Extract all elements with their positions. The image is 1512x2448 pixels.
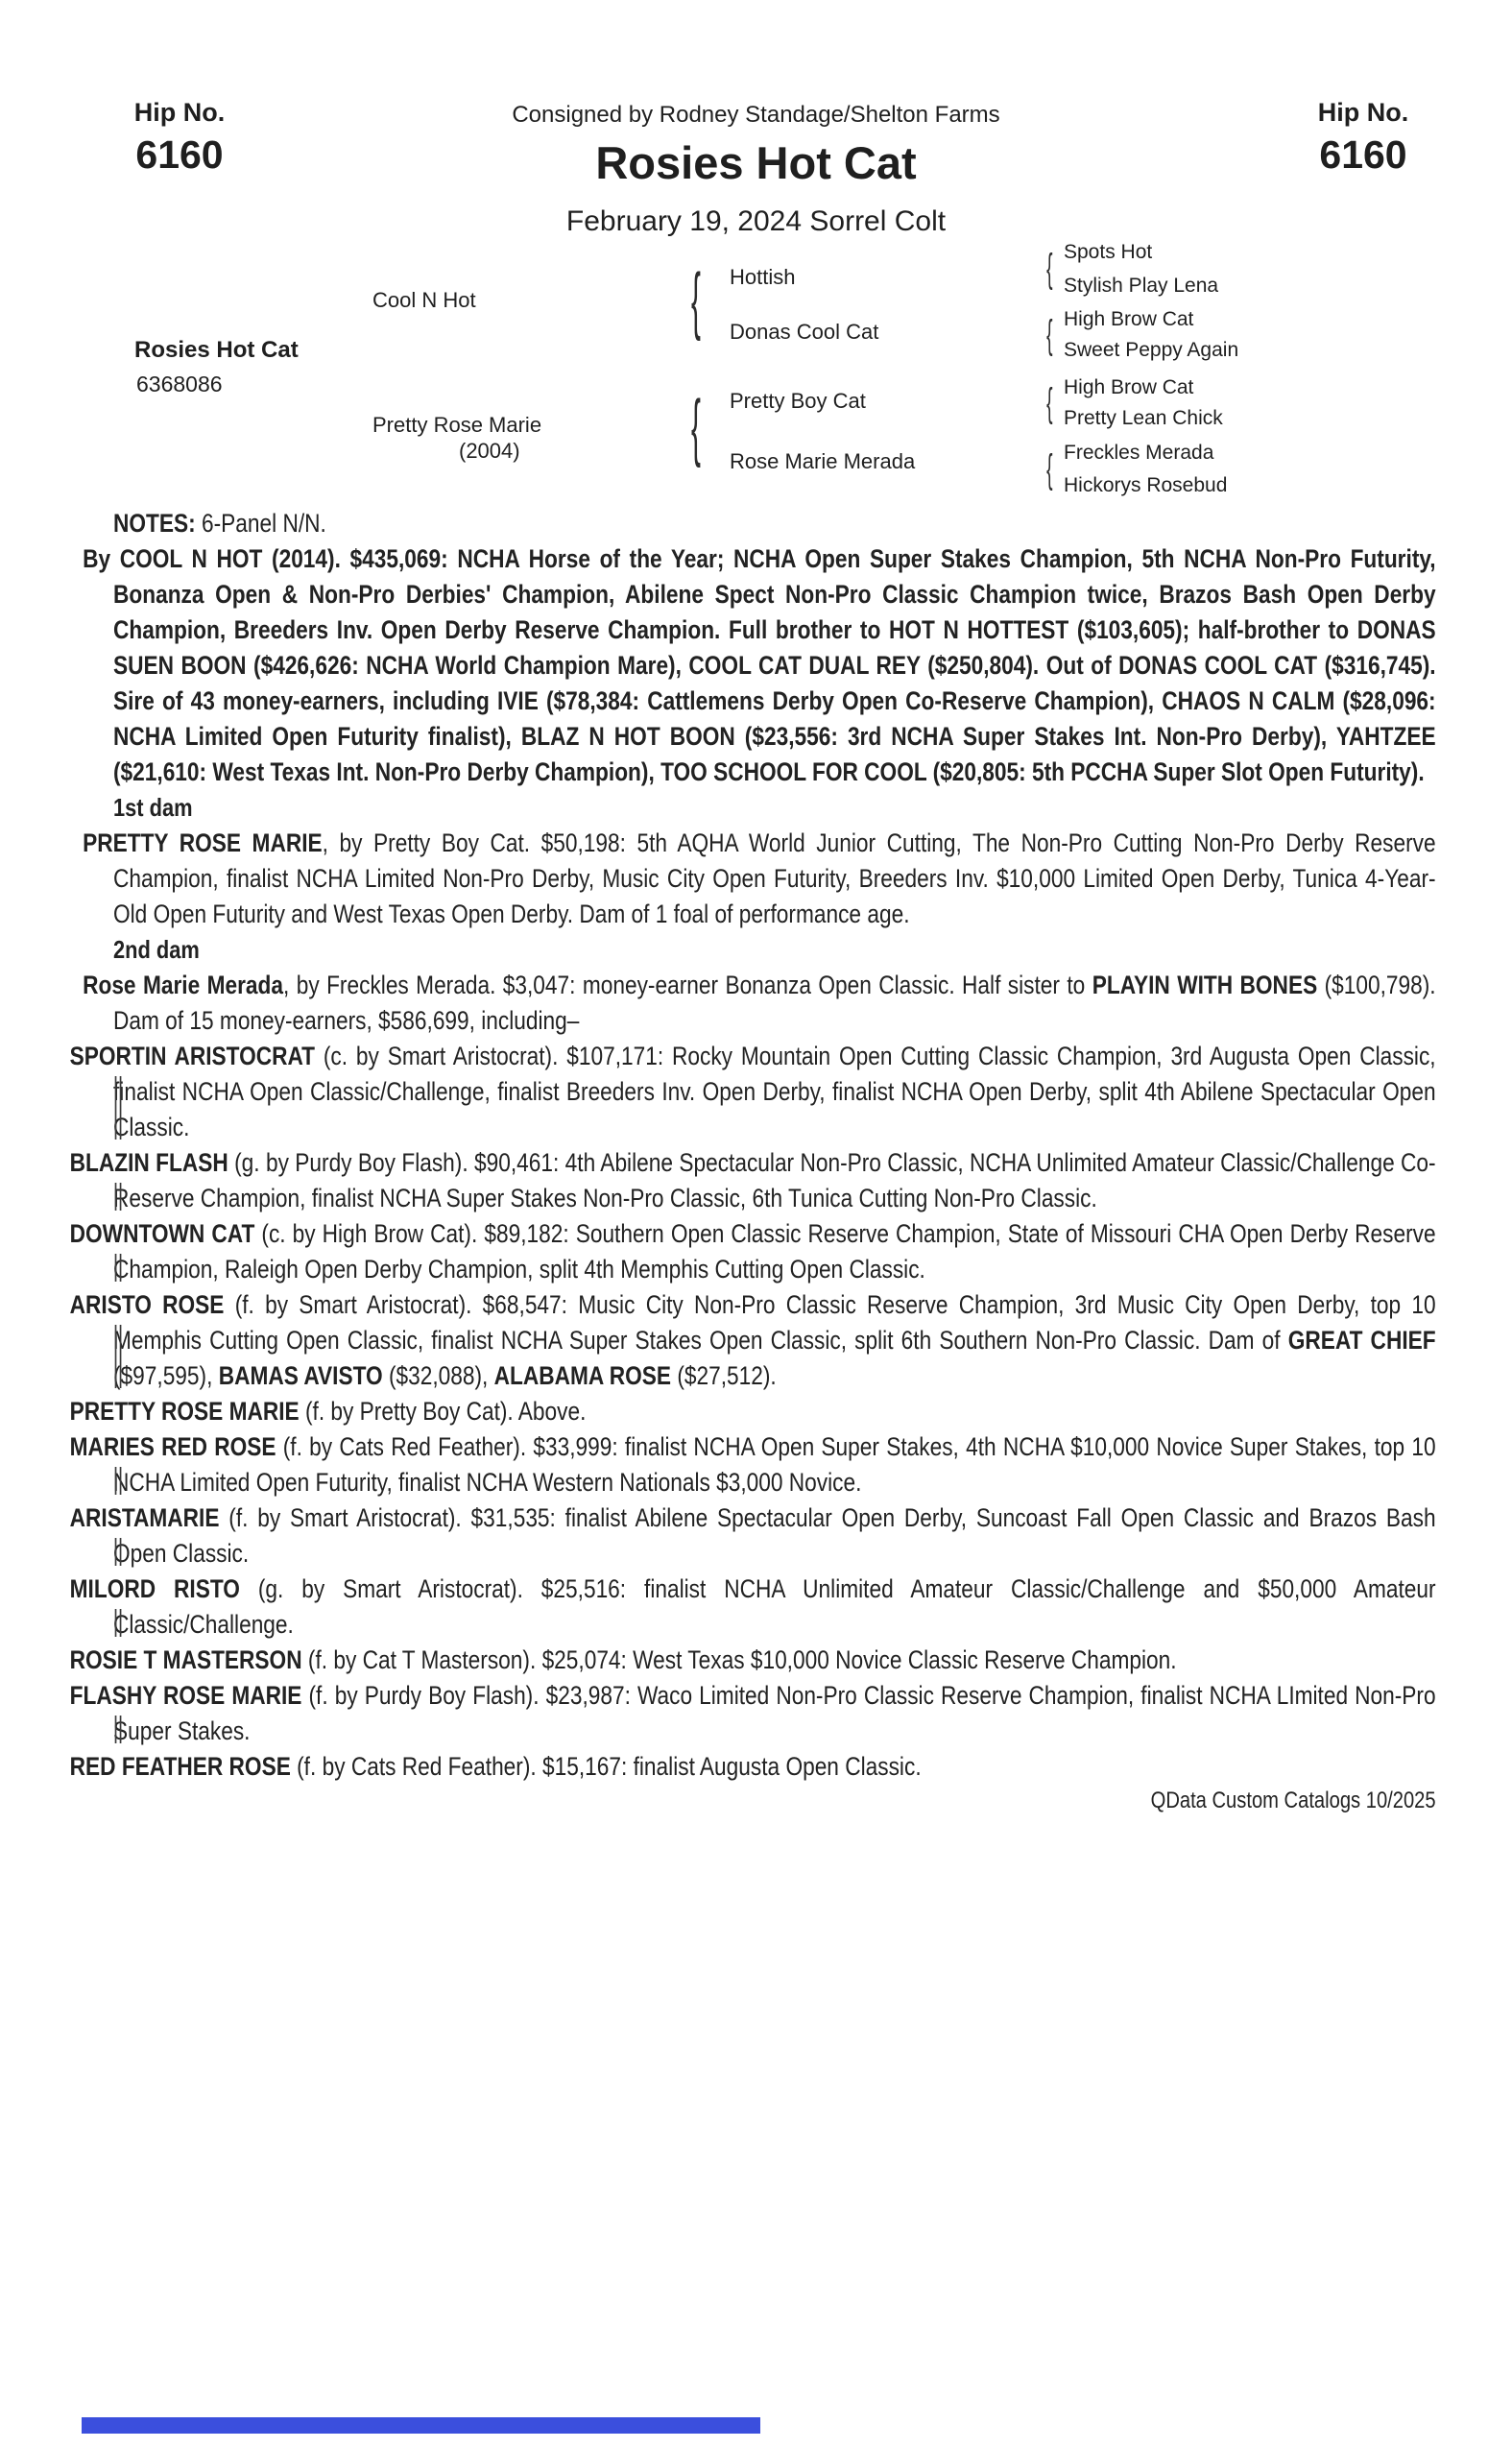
bottom-accent-bar [82, 2417, 760, 2434]
pedigree-great-grandparent: Hickorys Rosebud [1064, 474, 1228, 496]
pedigree-great-grandparent: Sweet Peppy Again [1064, 339, 1239, 361]
hip-number: 6160 [1319, 132, 1407, 177]
hip-label: Hip No. [133, 98, 226, 127]
pedigree-subject-name: Rosies Hot Cat [134, 337, 299, 363]
continuation-double-bar-icon [115, 1716, 122, 1743]
progeny-entry [69, 1039, 1436, 1145]
pedigree-great-grandparent: Spots Hot [1064, 241, 1153, 263]
continuation-double-bar-icon [115, 1609, 122, 1637]
progeny-entry [69, 1678, 1436, 1749]
pedigree-subject-registration: 6368086 [136, 372, 223, 396]
consignor-line: Consigned by Rodney Standage/Shelton Farms [512, 102, 1000, 128]
pedigree-dam-year: (2004) [459, 439, 520, 463]
foal-date-color-sex: February 19, 2024 Sorrel Colt [565, 205, 947, 237]
pedigree-brace-icon: { [1046, 311, 1053, 357]
progeny-entry [69, 1394, 1436, 1429]
hip-label: Hip No. [1317, 98, 1409, 127]
second-dam-paragraph: Rose Marie Merada, by Freckles Merada. $3,047: money-earner Bonanza Open Classic. Half sister to PLAYIN WITH BONES ($100,798). Dam of 15 money-earners, $586,699, including– [83, 971, 1436, 1035]
pedigree-great-grandparent: High Brow Cat [1064, 376, 1194, 398]
pedigree-dam-dam: Rose Marie Merada [730, 449, 916, 473]
pedigree-brace-icon: { [1046, 379, 1053, 425]
progeny-entry [69, 1429, 1436, 1500]
progeny-entry-text: ARISTAMARIE (f. by Smart Aristocrat). $31,535: finalist Abilene Spectacular Open Derby, Suncoast Fall Open Classic and Brazos Bash Open Classic. [69, 1503, 1436, 1568]
continuation-double-bar-icon [115, 1254, 122, 1282]
continuation-double-bar-icon [115, 1467, 122, 1495]
progeny-entry-text: MARIES RED ROSE (f. by Cats Red Feather). $33,999: finalist NCHA Open Super Stakes, 4th NCHA $10,000 Novice Super Stakes, top 10 NCHA Limited Open Futurity, finalist NCHA Western Nationals $3,000 Novice. [69, 1432, 1436, 1497]
progeny-entry-text: SPORTIN ARISTOCRAT (c. by Smart Aristocrat). $107,171: Rocky Mountain Open Cutting Classic Champion, 3rd Augusta Open Classic, finalist NCHA Open Classic/Challenge, finalist Breeders Inv. Open Derby, finalist NCHA Open Derby, split 4th Abilene Spectacular Open Classic. [69, 1042, 1436, 1141]
pedigree-brace-icon: { [1046, 445, 1053, 492]
progeny-entry [69, 1572, 1436, 1643]
notes-value: 6-Panel N/N. [195, 509, 326, 538]
second-dam-heading: 2nd dam [113, 935, 200, 964]
progeny-entry-text: RED FEATHER ROSE (f. by Cats Red Feather). $15,167: finalist Augusta Open Classic. [69, 1752, 922, 1781]
notes-label: NOTES: [113, 509, 196, 538]
first-dam-paragraph: PRETTY ROSE MARIE, by Pretty Boy Cat. $50,198: 5th AQHA World Junior Cutting, The Non-Pro Cutting Non-Pro Derby Reserve Champion, finalist NCHA Limited Non-Pro Derby, Music City Open Futurity, Breeders Inv. $10,000 Limited Open Derby, Tunica 4-Year-Old Open Futurity and West Texas Open Derby. Dam of 1 foal of performance age. [83, 828, 1436, 928]
continuation-double-bar-icon [115, 1325, 122, 1388]
pedigree-sire-dam: Donas Cool Cat [730, 320, 879, 344]
progeny-entry [69, 1216, 1436, 1287]
page-title-horse-name: Rosies Hot Cat [595, 137, 917, 188]
pedigree-brace-icon: { [691, 258, 701, 343]
progeny-entry [69, 1145, 1436, 1216]
continuation-double-bar-icon [115, 1538, 122, 1566]
pedigree-brace-icon: { [691, 385, 701, 469]
progeny-entry-text: ROSIE T MASTERSON (f. by Cat T Masterson). $25,074: West Texas $10,000 Novice Classic Reserve Champion. [69, 1645, 1177, 1674]
sire-summary-paragraph: By COOL N HOT (2014). $435,069: NCHA Horse of the Year; NCHA Open Super Stakes Champion, 5th NCHA Non-Pro Futurity, Bonanza Open & Non-Pro Derbies' Champion, Abilene Spect Non-Pro Classic Champion twice, Brazos Bash Open Derby Champion, Breeders Inv. Open Derby Reserve Champion. Full brother to HOT N HOTTEST ($103,605); half-brother to DONAS SUEN BOON ($426,626: NCHA World Champion Mare), COOL CAT DUAL REY ($250,804). Out of DONAS COOL CAT ($316,745). Sire of 43 money-earners, including IVIE ($78,384: Cattlemens Derby Open Co-Reserve Champion), CHAOS N CALM ($28,096: NCHA Limited Open Futurity finalist), BLAZ N HOT BOON ($23,556: 3rd NCHA Super Stakes Int. Non-Pro Derby), YAHTZEE ($21,610: West Texas Int. Non-Pro Derby Champion), TOO SCHOOL FOR COOL ($20,805: 5th PCCHA Super Slot Open Futurity). [83, 544, 1436, 786]
catalog-body-text [69, 506, 1436, 1817]
progeny-entry [69, 1643, 1436, 1678]
continuation-double-bar-icon [115, 1183, 122, 1211]
progeny-entry-text: FLASHY ROSE MARIE (f. by Purdy Boy Flash). $23,987: Waco Limited Non-Pro Classic Reserve Champion, finalist NCHA LImited Non-Pro Super Stakes. [69, 1681, 1436, 1745]
progeny-list [69, 1039, 1436, 1785]
progeny-entry [69, 1749, 1436, 1785]
progeny-entry-text: ARISTO ROSE (f. by Smart Aristocrat). $68,547: Music City Non-Pro Classic Reserve Champion, 3rd Music City Open Derby, top 10 Memphis Cutting Open Classic, finalist NCHA Super Stakes Open Classic, split 6th Southern Non-Pro Classic. Dam of GREAT CHIEF ($97,595), BAMAS AVISTO ($32,088), ALABAMA ROSE ($27,512). [69, 1290, 1436, 1390]
pedigree-dam-sire: Pretty Boy Cat [730, 389, 866, 413]
pedigree-sire: Cool N Hot [372, 288, 476, 312]
progeny-entry [69, 1287, 1436, 1394]
progeny-entry-text: MILORD RISTO (g. by Smart Aristocrat). $25,516: finalist NCHA Unlimited Amateur Classic/Challenge and $50,000 Amateur Classic/Challenge. [69, 1574, 1436, 1639]
progeny-entry-text: BLAZIN FLASH (g. by Purdy Boy Flash). $90,461: 4th Abilene Spectacular Non-Pro Classic, NCHA Unlimited Amateur Classic/Challenge Co-Reserve Champion, finalist NCHA Super Stakes Non-Pro Classic, 6th Tunica Cutting Non-Pro Classic. [69, 1148, 1436, 1212]
pedigree-sire-sire: Hottish [730, 265, 796, 289]
pedigree-great-grandparent: Freckles Merada [1064, 442, 1214, 464]
pedigree-great-grandparent: Pretty Lean Chick [1064, 407, 1223, 429]
pedigree-brace-icon: { [1046, 245, 1053, 291]
pedigree-great-grandparent: High Brow Cat [1064, 308, 1194, 330]
progeny-entry-text: DOWNTOWN CAT (c. by High Brow Cat). $89,182: Southern Open Classic Reserve Champion, State of Missouri CHA Open Derby Reserve Champion, Raleigh Open Derby Champion, split 4th Memphis Cutting Open Classic. [69, 1219, 1436, 1284]
continuation-double-bar-icon [115, 1076, 122, 1140]
first-dam-heading: 1st dam [113, 793, 193, 822]
pedigree-great-grandparent: Stylish Play Lena [1064, 275, 1219, 297]
hip-number: 6160 [135, 132, 224, 177]
progeny-entry-text: PRETTY ROSE MARIE (f. by Pretty Boy Cat). Above. [69, 1397, 587, 1426]
pedigree-dam: Pretty Rose Marie [372, 413, 542, 437]
notes-line [113, 506, 1436, 541]
footer-credit: QData Custom Catalogs 10/2025 [1150, 1788, 1436, 1813]
progeny-entry [69, 1500, 1436, 1572]
